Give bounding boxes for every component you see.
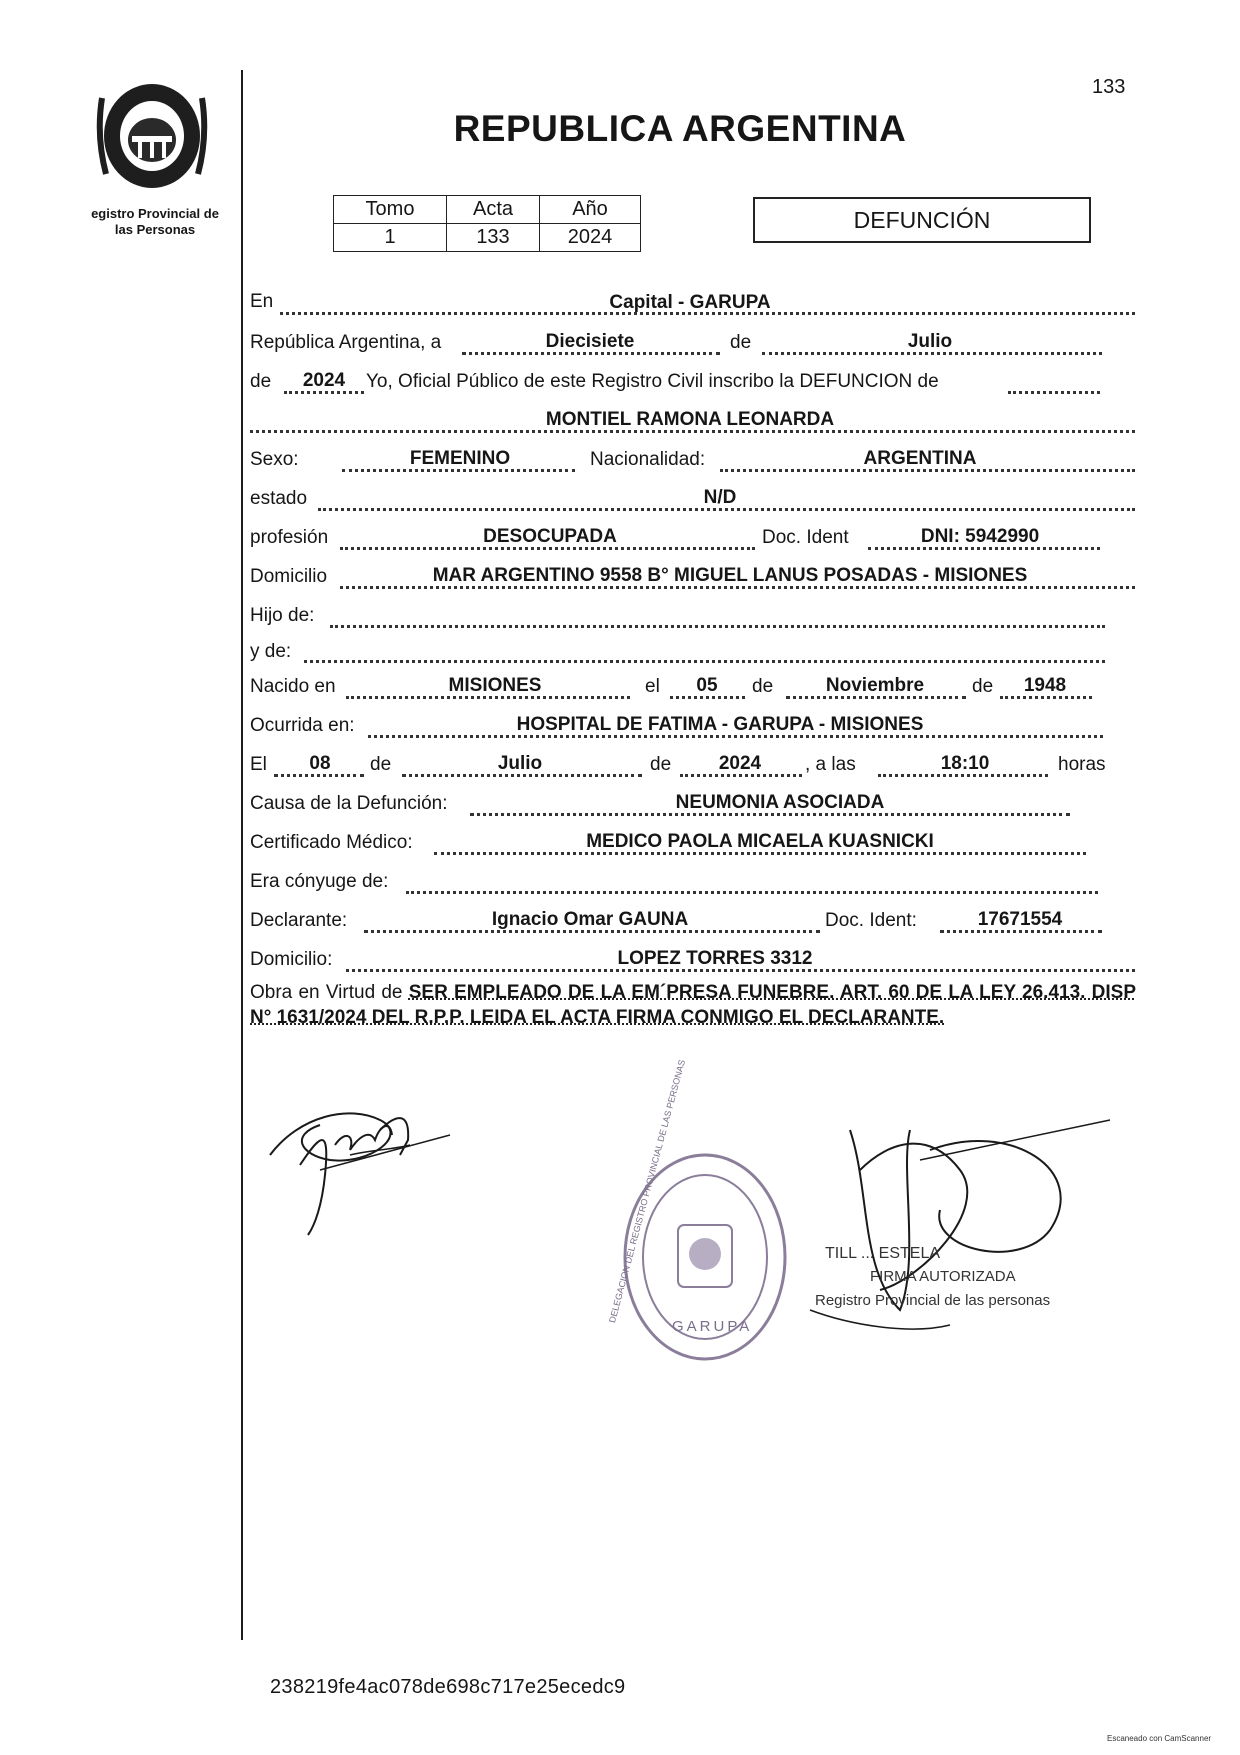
declarante-doc-value: 17671554 (977, 909, 1063, 930)
page-title: REPUBLICA ARGENTINA (453, 108, 907, 149)
official-authorization: FIRMA AUTORIZADA (870, 1268, 1016, 1285)
def-dia-value: 08 (309, 753, 331, 774)
label-obra: Obra en Virtud de (250, 982, 403, 1003)
anio-inscripcion-value: 2024 (302, 370, 346, 391)
label-conyuge: Era cónyuge de: (250, 871, 389, 892)
label-nacionalidad: Nacionalidad: (590, 449, 706, 470)
label-declarante: Declarante: (250, 910, 348, 931)
def-mes-value: Julio (497, 753, 543, 774)
label-horas: horas (1058, 754, 1106, 775)
label-a-las: , a las (805, 754, 856, 775)
label-de: de (730, 332, 752, 353)
mes-texto-value: Julio (907, 331, 953, 352)
label-hijo-de: Hijo de: (250, 605, 315, 626)
dni-value: DNI: 5942990 (920, 526, 1040, 547)
official-signature (790, 1110, 1120, 1370)
nac-dia-value: 05 (696, 675, 718, 696)
label-domicilio2: Domicilio: (250, 949, 333, 970)
label-en: En (250, 291, 274, 312)
label-ocurrida: Ocurrida en: (250, 715, 355, 736)
declarant-signature (260, 1095, 460, 1240)
registry-caption: egistro Provincial de las Personas (91, 206, 219, 237)
declarante-domicilio-value: LOPEZ TORRES 3312 (617, 948, 813, 969)
label-profesion: profesión (250, 527, 329, 548)
label-doc-ident: Doc. Ident (762, 527, 849, 548)
stamp-ring-text: DELEGACION DEL REGISTRO PROVINCIAL DE LAS PERSONAS (607, 1058, 688, 1324)
obra-paragraph (250, 980, 1136, 1030)
nac-mes-value: Noviembre (825, 675, 925, 696)
sexo-value: FEMENINO (409, 448, 511, 469)
estado-value: N/D (703, 487, 737, 508)
document-hash: 238219fe4ac078de698c717e25ecedc9 (270, 1676, 626, 1698)
label-doc-ident2: Doc. Ident: (825, 910, 917, 931)
label-yo: Yo, Oficial Público de este Registro Civil inscribo la DEFUNCION de (366, 371, 939, 392)
anio-value: 2024 (540, 224, 641, 252)
label-nacido-en: Nacido en (250, 676, 336, 697)
acta-header: Acta (447, 196, 540, 224)
ocurrida-value: HOSPITAL DE FATIMA - GARUPA - MISIONES (516, 714, 924, 735)
record-type-box: DEFUNCIÓN (753, 197, 1091, 243)
profesion-value: DESOCUPADA (483, 526, 617, 547)
label-republica: República Argentina, a (250, 332, 442, 353)
dots-hijo-de (330, 625, 1105, 628)
tomo-header: Tomo (334, 196, 447, 224)
nombre-value: MONTIEL RAMONA LEONARDA (545, 409, 835, 430)
causa-value: NEUMONIA ASOCIADA (675, 792, 885, 813)
def-anio-value: 2024 (718, 753, 762, 774)
dia-texto-value: Diecisiete (545, 331, 635, 352)
label-sexo: Sexo: (250, 449, 299, 470)
nacionalidad-value: ARGENTINA (863, 448, 977, 469)
margin-line (241, 70, 243, 1640)
label-de-n1: de (752, 676, 774, 697)
nac-anio-value: 1948 (1023, 675, 1067, 696)
declarante-value: Ignacio Omar GAUNA (491, 909, 689, 930)
obra-value: SER EMPLEADO DE LA EM´PRESA FUNEBRE. ART. 60 DE LA LEY 26.413. DISP N° 1631/2024 DEL R.P.P. LEIDA EL ACTA FIRMA CONMIGO EL DECLARANTE. (250, 982, 1136, 1028)
label-certificado: Certificado Médico: (250, 832, 413, 853)
domicilio-value: MAR ARGENTINO 9558 B° MIGUEL LANUS POSADAS - MISIONES (432, 565, 1028, 586)
label-domicilio: Domicilio (250, 566, 328, 587)
def-hora-value: 18:10 (940, 753, 990, 774)
anio-header: Año (540, 196, 641, 224)
label-de-o1: de (370, 754, 392, 775)
certificado-value: MEDICO PAOLA MICAELA KUASNICKI (586, 831, 934, 852)
label-el: el (645, 676, 660, 697)
label-y-de: y de: (250, 641, 292, 662)
dots-y-de (304, 660, 1105, 663)
label-causa: Causa de la Defunción: (250, 793, 448, 814)
scanner-watermark: Escaneado con CamScanner (1107, 1734, 1212, 1743)
label-estado: estado (250, 488, 308, 509)
province-seal (92, 78, 212, 196)
record-table (333, 195, 641, 252)
acta-value: 133 (447, 224, 540, 252)
dots-conyuge (406, 891, 1098, 894)
lugar-value: Capital - GARUPA (609, 292, 771, 313)
page-number: 133 (1092, 76, 1126, 98)
nacido-en-value: MISIONES (448, 675, 542, 696)
official-registry: Registro Provincial de las personas (815, 1292, 1051, 1309)
label-de-o2: de (650, 754, 672, 775)
dots-yo (1008, 391, 1100, 394)
official-name: TILL ... ESTELA (825, 1245, 941, 1262)
label-de2: de (250, 371, 272, 392)
label-de-n2: de (972, 676, 994, 697)
tomo-value: 1 (334, 224, 447, 252)
label-el2: El (250, 754, 267, 775)
stamp-city: GARUPA (672, 1318, 753, 1335)
